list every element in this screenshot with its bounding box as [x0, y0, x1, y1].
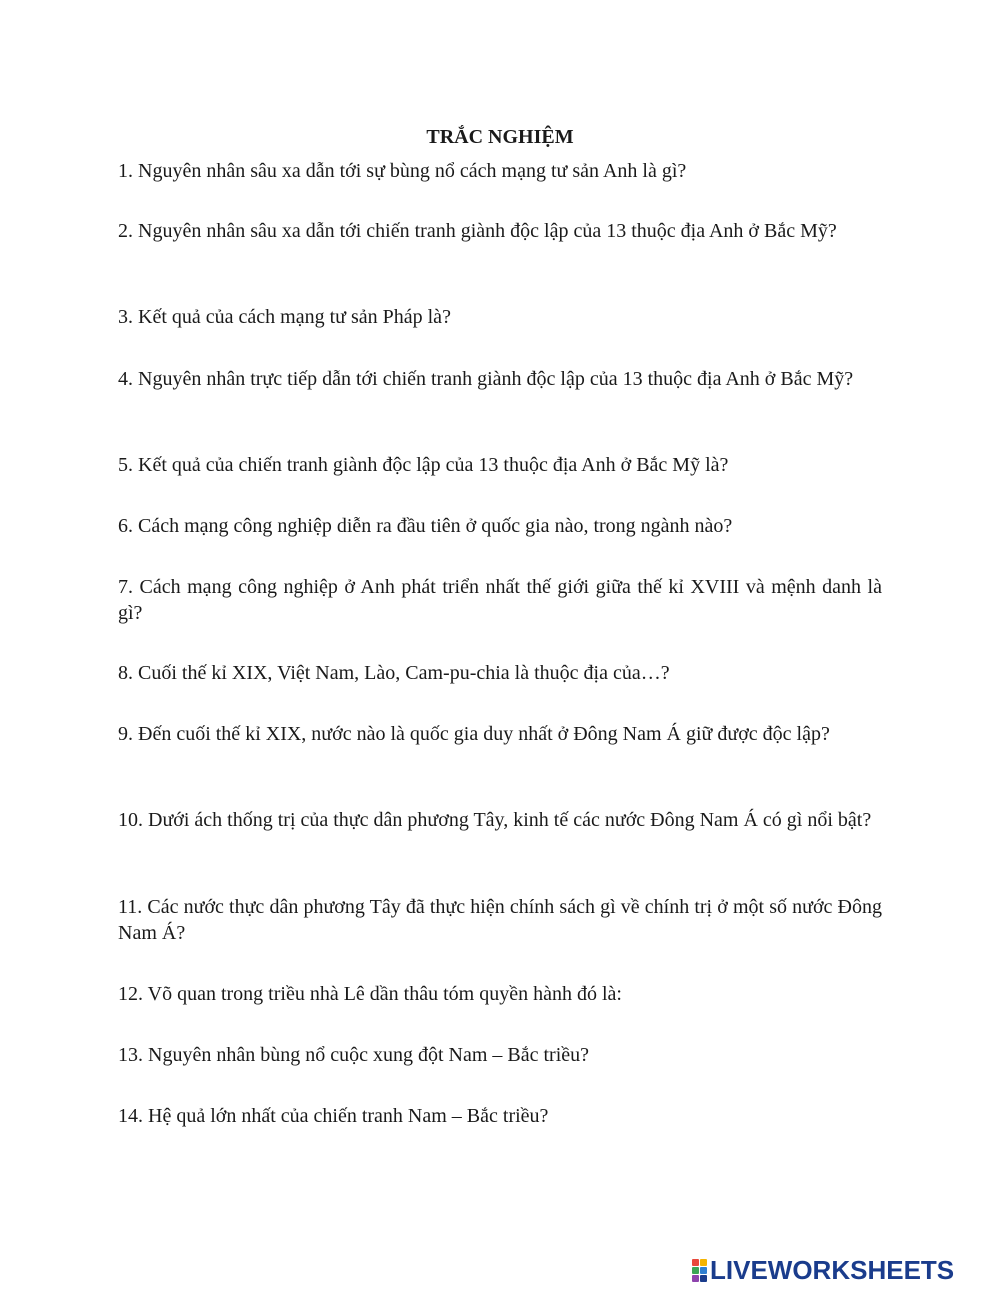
- page-title: TRẮC NGHIỆM: [426, 126, 574, 148]
- question-7: 7. Cách mạng công nghiệp ở Anh phát triển nhất thế giới giữa thế kỉ XVIII và mệnh danh là gì?: [118, 576, 882, 624]
- question-4: 4. Nguyên nhân trực tiếp dẫn tới chiến tranh giành độc lập của 13 thuộc địa Anh ở Bắc Mỹ?: [118, 368, 854, 390]
- liveworksheets-logo-icon: [692, 1259, 707, 1282]
- question-5: 5. Kết quả của chiến tranh giành độc lập của 13 thuộc địa Anh ở Bắc Mỹ là?: [118, 454, 729, 476]
- question-3: 3. Kết quả của cách mạng tư sản Pháp là?: [118, 306, 451, 328]
- question-2: 2. Nguyên nhân sâu xa dẫn tới chiến tranh giành độc lập của 13 thuộc địa Anh ở Bắc Mỹ?: [118, 220, 837, 242]
- question-13: 13. Nguyên nhân bùng nổ cuộc xung đột Nam – Bắc triều?: [118, 1044, 590, 1066]
- liveworksheets-logo: [692, 1256, 954, 1284]
- question-1: 1. Nguyên nhân sâu xa dẫn tới sự bùng nổ cách mạng tư sản Anh là gì?: [118, 160, 687, 182]
- question-14: 14. Hệ quả lớn nhất của chiến tranh Nam – Bắc triều?: [118, 1105, 549, 1127]
- question-8: 8. Cuối thế kỉ XIX, Việt Nam, Lào, Cam-pu-chia là thuộc địa của…?: [118, 662, 670, 684]
- liveworksheets-wordmark: LIVEWORKSHEETS: [710, 1255, 955, 1285]
- question-9: 9. Đến cuối thế kỉ XIX, nước nào là quốc gia duy nhất ở Đông Nam Á giữ được độc lập?: [118, 723, 830, 745]
- question-10: 10. Dưới ách thống trị của thực dân phương Tây, kinh tế các nước Đông Nam Á có gì nổi bật?: [118, 809, 872, 831]
- question-11: 11. Các nước thực dân phương Tây đã thực hiện chính sách gì về chính trị ở một số nước Đông Nam Á?: [118, 896, 882, 944]
- question-6: 6. Cách mạng công nghiệp diễn ra đầu tiên ở quốc gia nào, trong ngành nào?: [118, 515, 733, 537]
- question-12: 12. Võ quan trong triều nhà Lê dần thâu tóm quyền hành đó là:: [118, 983, 622, 1005]
